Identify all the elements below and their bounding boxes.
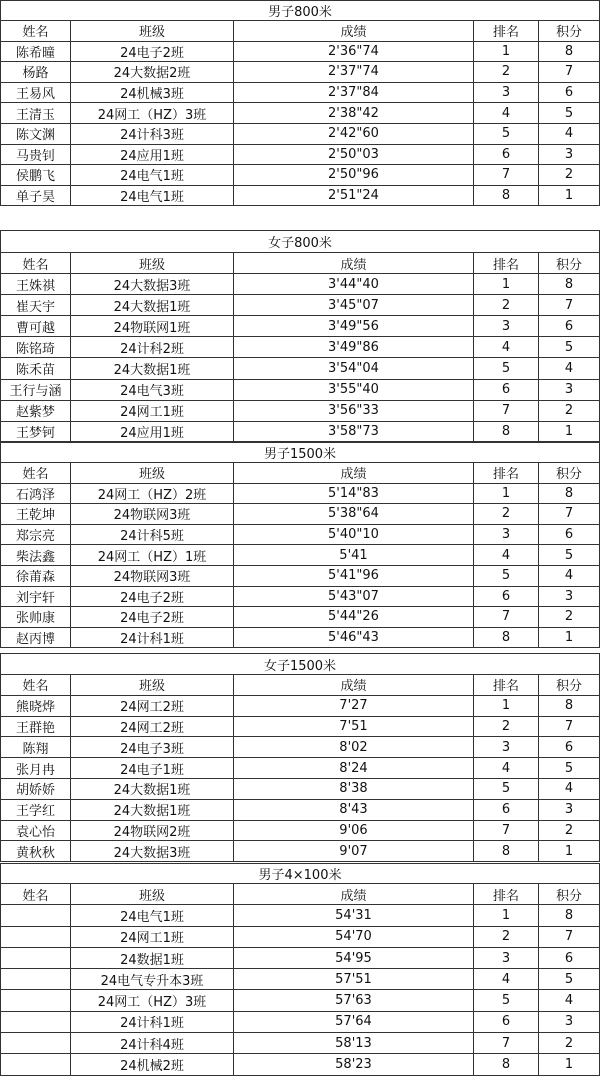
cell-score: 5'38"64 xyxy=(234,504,474,525)
cell-rank: 1 xyxy=(474,41,539,62)
cell-cls: 24网工2班 xyxy=(71,716,234,737)
cell-rank: 7 xyxy=(474,607,539,628)
cell-name: 徐莆森 xyxy=(1,565,71,586)
cell-score: 5'43"07 xyxy=(234,586,474,607)
cell-pts: 3 xyxy=(539,379,600,400)
cell-pts: 8 xyxy=(539,274,600,295)
column-header: 排名 xyxy=(474,21,539,42)
column-header: 积分 xyxy=(539,21,600,42)
cell-score: 5'46"43 xyxy=(234,627,474,648)
table-row xyxy=(1,274,600,295)
column-header: 班级 xyxy=(71,463,234,484)
table-row xyxy=(1,400,600,421)
cell-rank: 2 xyxy=(474,504,539,525)
section-title: 女子800米 xyxy=(1,231,600,253)
cell-score: 8'38 xyxy=(234,778,474,799)
cell-cls: 24计科3班 xyxy=(71,123,234,144)
table-row xyxy=(1,545,600,566)
cell-cls: 24电子1班 xyxy=(71,758,234,779)
cell-score: 2'50"96 xyxy=(234,165,474,186)
cell-name: 张月冉 xyxy=(1,758,71,779)
cell-score: 2'37"84 xyxy=(234,82,474,103)
cell-score: 57'63 xyxy=(234,990,474,1011)
cell-pts: 1 xyxy=(539,421,600,442)
cell-name: 杨路 xyxy=(1,62,71,83)
cell-cls: 24计科1班 xyxy=(71,1011,234,1032)
table-row xyxy=(1,926,600,947)
cell-name: 王乾坤 xyxy=(1,504,71,525)
cell-pts: 5 xyxy=(539,103,600,124)
cell-rank: 2 xyxy=(474,62,539,83)
table-row xyxy=(1,737,600,758)
cell-cls: 24网工（HZ）2班 xyxy=(71,483,234,504)
cell-score: 54'31 xyxy=(234,905,474,926)
table-row xyxy=(1,607,600,628)
cell-rank: 6 xyxy=(474,1011,539,1032)
cell-pts: 5 xyxy=(539,969,600,990)
cell-pts: 3 xyxy=(539,799,600,820)
cell-cls: 24电气专升本3班 xyxy=(71,969,234,990)
cell-name: 单子昊 xyxy=(1,185,71,206)
cell-pts: 3 xyxy=(539,144,600,165)
section-title: 男子800米 xyxy=(1,1,600,21)
cell-pts: 4 xyxy=(539,990,600,1011)
cell-score: 3'56"33 xyxy=(234,400,474,421)
cell-name: 黄秋秋 xyxy=(1,841,71,862)
table-row xyxy=(1,799,600,820)
cell-score: 8'02 xyxy=(234,737,474,758)
cell-score: 3'55"40 xyxy=(234,379,474,400)
column-header: 姓名 xyxy=(1,884,71,905)
cell-name xyxy=(1,1033,71,1054)
cell-pts: 4 xyxy=(539,565,600,586)
table-row xyxy=(1,947,600,968)
table-row xyxy=(1,841,600,862)
table-row xyxy=(1,778,600,799)
table-row xyxy=(1,1033,600,1054)
cell-score: 2'37"74 xyxy=(234,62,474,83)
cell-score: 2'50"03 xyxy=(234,144,474,165)
cell-pts: 7 xyxy=(539,295,600,316)
cell-cls: 24网工（HZ）1班 xyxy=(71,545,234,566)
cell-cls: 24计科5班 xyxy=(71,524,234,545)
table-row xyxy=(1,716,600,737)
cell-name: 袁心怡 xyxy=(1,820,71,841)
table-row xyxy=(1,524,600,545)
table-row xyxy=(1,185,600,206)
cell-name xyxy=(1,969,71,990)
cell-score: 54'95 xyxy=(234,947,474,968)
cell-pts: 7 xyxy=(539,62,600,83)
cell-cls: 24计科1班 xyxy=(71,627,234,648)
cell-pts: 2 xyxy=(539,820,600,841)
cell-score: 9'06 xyxy=(234,820,474,841)
cell-pts: 1 xyxy=(539,841,600,862)
column-header: 班级 xyxy=(71,253,234,274)
cell-pts: 5 xyxy=(539,337,600,358)
cell-cls: 24大数据3班 xyxy=(71,841,234,862)
cell-name: 赵丙博 xyxy=(1,627,71,648)
cell-cls: 24大数据1班 xyxy=(71,778,234,799)
cell-rank: 5 xyxy=(474,990,539,1011)
cell-pts: 8 xyxy=(539,483,600,504)
cell-name xyxy=(1,990,71,1011)
cell-pts: 8 xyxy=(539,41,600,62)
column-header: 姓名 xyxy=(1,21,71,42)
table-row xyxy=(1,379,600,400)
cell-pts: 1 xyxy=(539,185,600,206)
cell-name: 陈铭琦 xyxy=(1,337,71,358)
cell-rank: 1 xyxy=(474,274,539,295)
cell-pts: 2 xyxy=(539,1033,600,1054)
cell-rank: 6 xyxy=(474,586,539,607)
cell-pts: 6 xyxy=(539,737,600,758)
cell-cls: 24大数据3班 xyxy=(71,274,234,295)
column-header: 班级 xyxy=(71,21,234,42)
cell-cls: 24网工1班 xyxy=(71,926,234,947)
cell-cls: 24网工（HZ）3班 xyxy=(71,103,234,124)
cell-cls: 24电子2班 xyxy=(71,41,234,62)
cell-name: 王梦钶 xyxy=(1,421,71,442)
cell-pts: 3 xyxy=(539,586,600,607)
cell-name: 王清玉 xyxy=(1,103,71,124)
section-table-4 xyxy=(0,863,600,1076)
cell-cls: 24电气1班 xyxy=(71,165,234,186)
cell-rank: 4 xyxy=(474,969,539,990)
cell-name xyxy=(1,1011,71,1032)
cell-rank: 3 xyxy=(474,737,539,758)
cell-score: 7'27 xyxy=(234,695,474,716)
cell-score: 2'42"60 xyxy=(234,123,474,144)
table-row xyxy=(1,820,600,841)
cell-name: 王姝祺 xyxy=(1,274,71,295)
cell-pts: 4 xyxy=(539,123,600,144)
cell-cls: 24网工2班 xyxy=(71,695,234,716)
cell-cls: 24大数据2班 xyxy=(71,62,234,83)
cell-score: 58'13 xyxy=(234,1033,474,1054)
cell-name: 陈希曈 xyxy=(1,41,71,62)
cell-pts: 5 xyxy=(539,545,600,566)
cell-pts: 2 xyxy=(539,400,600,421)
table-row xyxy=(1,504,600,525)
cell-cls: 24网工1班 xyxy=(71,400,234,421)
section-title: 男子1500米 xyxy=(1,442,600,463)
section-table-2 xyxy=(0,441,600,648)
table-row xyxy=(1,905,600,926)
cell-rank: 6 xyxy=(474,144,539,165)
table-row xyxy=(1,1011,600,1032)
cell-pts: 6 xyxy=(539,947,600,968)
cell-name: 侯鹏飞 xyxy=(1,165,71,186)
cell-rank: 3 xyxy=(474,524,539,545)
section-title: 女子1500米 xyxy=(1,654,600,675)
cell-name xyxy=(1,905,71,926)
cell-rank: 2 xyxy=(474,716,539,737)
cell-score: 2'36"74 xyxy=(234,41,474,62)
cell-name: 曹可越 xyxy=(1,316,71,337)
cell-rank: 8 xyxy=(474,421,539,442)
cell-cls: 24电气3班 xyxy=(71,379,234,400)
table-row xyxy=(1,758,600,779)
cell-score: 3'44"40 xyxy=(234,274,474,295)
table-row xyxy=(1,627,600,648)
cell-cls: 24应用1班 xyxy=(71,421,234,442)
table-row xyxy=(1,82,600,103)
cell-cls: 24计科4班 xyxy=(71,1033,234,1054)
column-header: 姓名 xyxy=(1,675,71,696)
cell-score: 58'23 xyxy=(234,1054,474,1075)
cell-score: 3'54"04 xyxy=(234,358,474,379)
cell-name: 柴法鑫 xyxy=(1,545,71,566)
cell-rank: 5 xyxy=(474,565,539,586)
section-table-1 xyxy=(0,230,600,443)
cell-name: 马贵钊 xyxy=(1,144,71,165)
cell-pts: 8 xyxy=(539,905,600,926)
column-header: 积分 xyxy=(539,253,600,274)
column-header: 排名 xyxy=(474,253,539,274)
cell-pts: 6 xyxy=(539,524,600,545)
column-header: 成绩 xyxy=(234,884,474,905)
table-row xyxy=(1,969,600,990)
cell-rank: 6 xyxy=(474,799,539,820)
cell-pts: 2 xyxy=(539,607,600,628)
column-header: 成绩 xyxy=(234,463,474,484)
cell-score: 9'07 xyxy=(234,841,474,862)
cell-cls: 24机械2班 xyxy=(71,1054,234,1075)
table-row xyxy=(1,337,600,358)
table-row xyxy=(1,103,600,124)
cell-score: 3'49"86 xyxy=(234,337,474,358)
cell-rank: 5 xyxy=(474,778,539,799)
cell-name: 陈禾苗 xyxy=(1,358,71,379)
cell-rank: 7 xyxy=(474,820,539,841)
cell-name: 王易风 xyxy=(1,82,71,103)
cell-score: 8'24 xyxy=(234,758,474,779)
cell-score: 5'40"10 xyxy=(234,524,474,545)
cell-name: 张帅康 xyxy=(1,607,71,628)
cell-cls: 24物联网3班 xyxy=(71,565,234,586)
table-row xyxy=(1,62,600,83)
cell-name: 郑宗亮 xyxy=(1,524,71,545)
cell-name: 石鸿泽 xyxy=(1,483,71,504)
cell-name: 赵紫梦 xyxy=(1,400,71,421)
column-header: 姓名 xyxy=(1,463,71,484)
cell-pts: 7 xyxy=(539,504,600,525)
table-row xyxy=(1,565,600,586)
cell-score: 5'14"83 xyxy=(234,483,474,504)
cell-rank: 8 xyxy=(474,841,539,862)
cell-cls: 24电气1班 xyxy=(71,185,234,206)
cell-cls: 24计科2班 xyxy=(71,337,234,358)
table-row xyxy=(1,695,600,716)
cell-cls: 24电子2班 xyxy=(71,607,234,628)
column-header: 成绩 xyxy=(234,253,474,274)
column-header: 排名 xyxy=(474,463,539,484)
cell-rank: 1 xyxy=(474,695,539,716)
cell-name xyxy=(1,1054,71,1075)
cell-score: 2'51"24 xyxy=(234,185,474,206)
cell-score: 5'44"26 xyxy=(234,607,474,628)
cell-pts: 4 xyxy=(539,778,600,799)
cell-pts: 8 xyxy=(539,695,600,716)
cell-cls: 24物联网1班 xyxy=(71,316,234,337)
cell-pts: 7 xyxy=(539,716,600,737)
cell-name: 崔天宇 xyxy=(1,295,71,316)
cell-pts: 2 xyxy=(539,165,600,186)
cell-cls: 24数据1班 xyxy=(71,947,234,968)
cell-rank: 2 xyxy=(474,926,539,947)
cell-rank: 3 xyxy=(474,316,539,337)
cell-score: 2'38"42 xyxy=(234,103,474,124)
cell-name xyxy=(1,926,71,947)
cell-rank: 5 xyxy=(474,358,539,379)
column-header: 排名 xyxy=(474,675,539,696)
cell-name: 陈翔 xyxy=(1,737,71,758)
cell-rank: 1 xyxy=(474,483,539,504)
column-header: 积分 xyxy=(539,884,600,905)
column-header: 成绩 xyxy=(234,675,474,696)
cell-name: 王学红 xyxy=(1,799,71,820)
cell-rank: 5 xyxy=(474,123,539,144)
cell-rank: 1 xyxy=(474,905,539,926)
cell-pts: 3 xyxy=(539,1011,600,1032)
column-header: 积分 xyxy=(539,675,600,696)
cell-score: 3'58"73 xyxy=(234,421,474,442)
section-table-3 xyxy=(0,653,600,862)
cell-score: 54'70 xyxy=(234,926,474,947)
table-row xyxy=(1,358,600,379)
table-row xyxy=(1,1054,600,1075)
cell-name: 王群艳 xyxy=(1,716,71,737)
column-header: 排名 xyxy=(474,884,539,905)
table-row xyxy=(1,586,600,607)
cell-cls: 24物联网3班 xyxy=(71,504,234,525)
cell-name xyxy=(1,947,71,968)
table-row xyxy=(1,990,600,1011)
table-row xyxy=(1,144,600,165)
cell-pts: 4 xyxy=(539,358,600,379)
table-row xyxy=(1,421,600,442)
cell-rank: 4 xyxy=(474,103,539,124)
table-row xyxy=(1,483,600,504)
cell-cls: 24大数据1班 xyxy=(71,358,234,379)
section-title: 男子4×100米 xyxy=(1,864,600,884)
cell-score: 5'41 xyxy=(234,545,474,566)
cell-cls: 24电子2班 xyxy=(71,586,234,607)
cell-cls: 24电子3班 xyxy=(71,737,234,758)
cell-rank: 8 xyxy=(474,627,539,648)
cell-pts: 7 xyxy=(539,926,600,947)
cell-pts: 1 xyxy=(539,1054,600,1075)
cell-rank: 6 xyxy=(474,379,539,400)
cell-rank: 8 xyxy=(474,1054,539,1075)
column-header: 班级 xyxy=(71,884,234,905)
cell-rank: 7 xyxy=(474,165,539,186)
cell-score: 5'41"96 xyxy=(234,565,474,586)
cell-cls: 24大数据1班 xyxy=(71,799,234,820)
cell-score: 3'45"07 xyxy=(234,295,474,316)
cell-rank: 4 xyxy=(474,758,539,779)
cell-name: 刘宇轩 xyxy=(1,586,71,607)
cell-rank: 3 xyxy=(474,82,539,103)
cell-score: 57'64 xyxy=(234,1011,474,1032)
cell-pts: 5 xyxy=(539,758,600,779)
cell-cls: 24应用1班 xyxy=(71,144,234,165)
cell-name: 熊晓烨 xyxy=(1,695,71,716)
section-table-0 xyxy=(0,0,600,206)
table-row xyxy=(1,41,600,62)
column-header: 姓名 xyxy=(1,253,71,274)
cell-cls: 24大数据1班 xyxy=(71,295,234,316)
cell-rank: 3 xyxy=(474,947,539,968)
cell-pts: 6 xyxy=(539,316,600,337)
cell-cls: 24网工（HZ）3班 xyxy=(71,990,234,1011)
table-row xyxy=(1,295,600,316)
cell-cls: 24物联网2班 xyxy=(71,820,234,841)
cell-name: 胡娇娇 xyxy=(1,778,71,799)
cell-score: 8'43 xyxy=(234,799,474,820)
cell-pts: 1 xyxy=(539,627,600,648)
column-header: 成绩 xyxy=(234,21,474,42)
cell-cls: 24机械3班 xyxy=(71,82,234,103)
column-header: 班级 xyxy=(71,675,234,696)
table-row xyxy=(1,123,600,144)
table-row xyxy=(1,165,600,186)
cell-score: 57'51 xyxy=(234,969,474,990)
cell-rank: 7 xyxy=(474,1033,539,1054)
cell-rank: 7 xyxy=(474,400,539,421)
cell-name: 陈文渊 xyxy=(1,123,71,144)
column-header: 积分 xyxy=(539,463,600,484)
table-row xyxy=(1,316,600,337)
cell-rank: 8 xyxy=(474,185,539,206)
cell-score: 3'49"56 xyxy=(234,316,474,337)
cell-pts: 6 xyxy=(539,82,600,103)
cell-name: 王行与涵 xyxy=(1,379,71,400)
cell-rank: 4 xyxy=(474,337,539,358)
cell-rank: 2 xyxy=(474,295,539,316)
cell-cls: 24电气1班 xyxy=(71,905,234,926)
cell-score: 7'51 xyxy=(234,716,474,737)
cell-rank: 4 xyxy=(474,545,539,566)
